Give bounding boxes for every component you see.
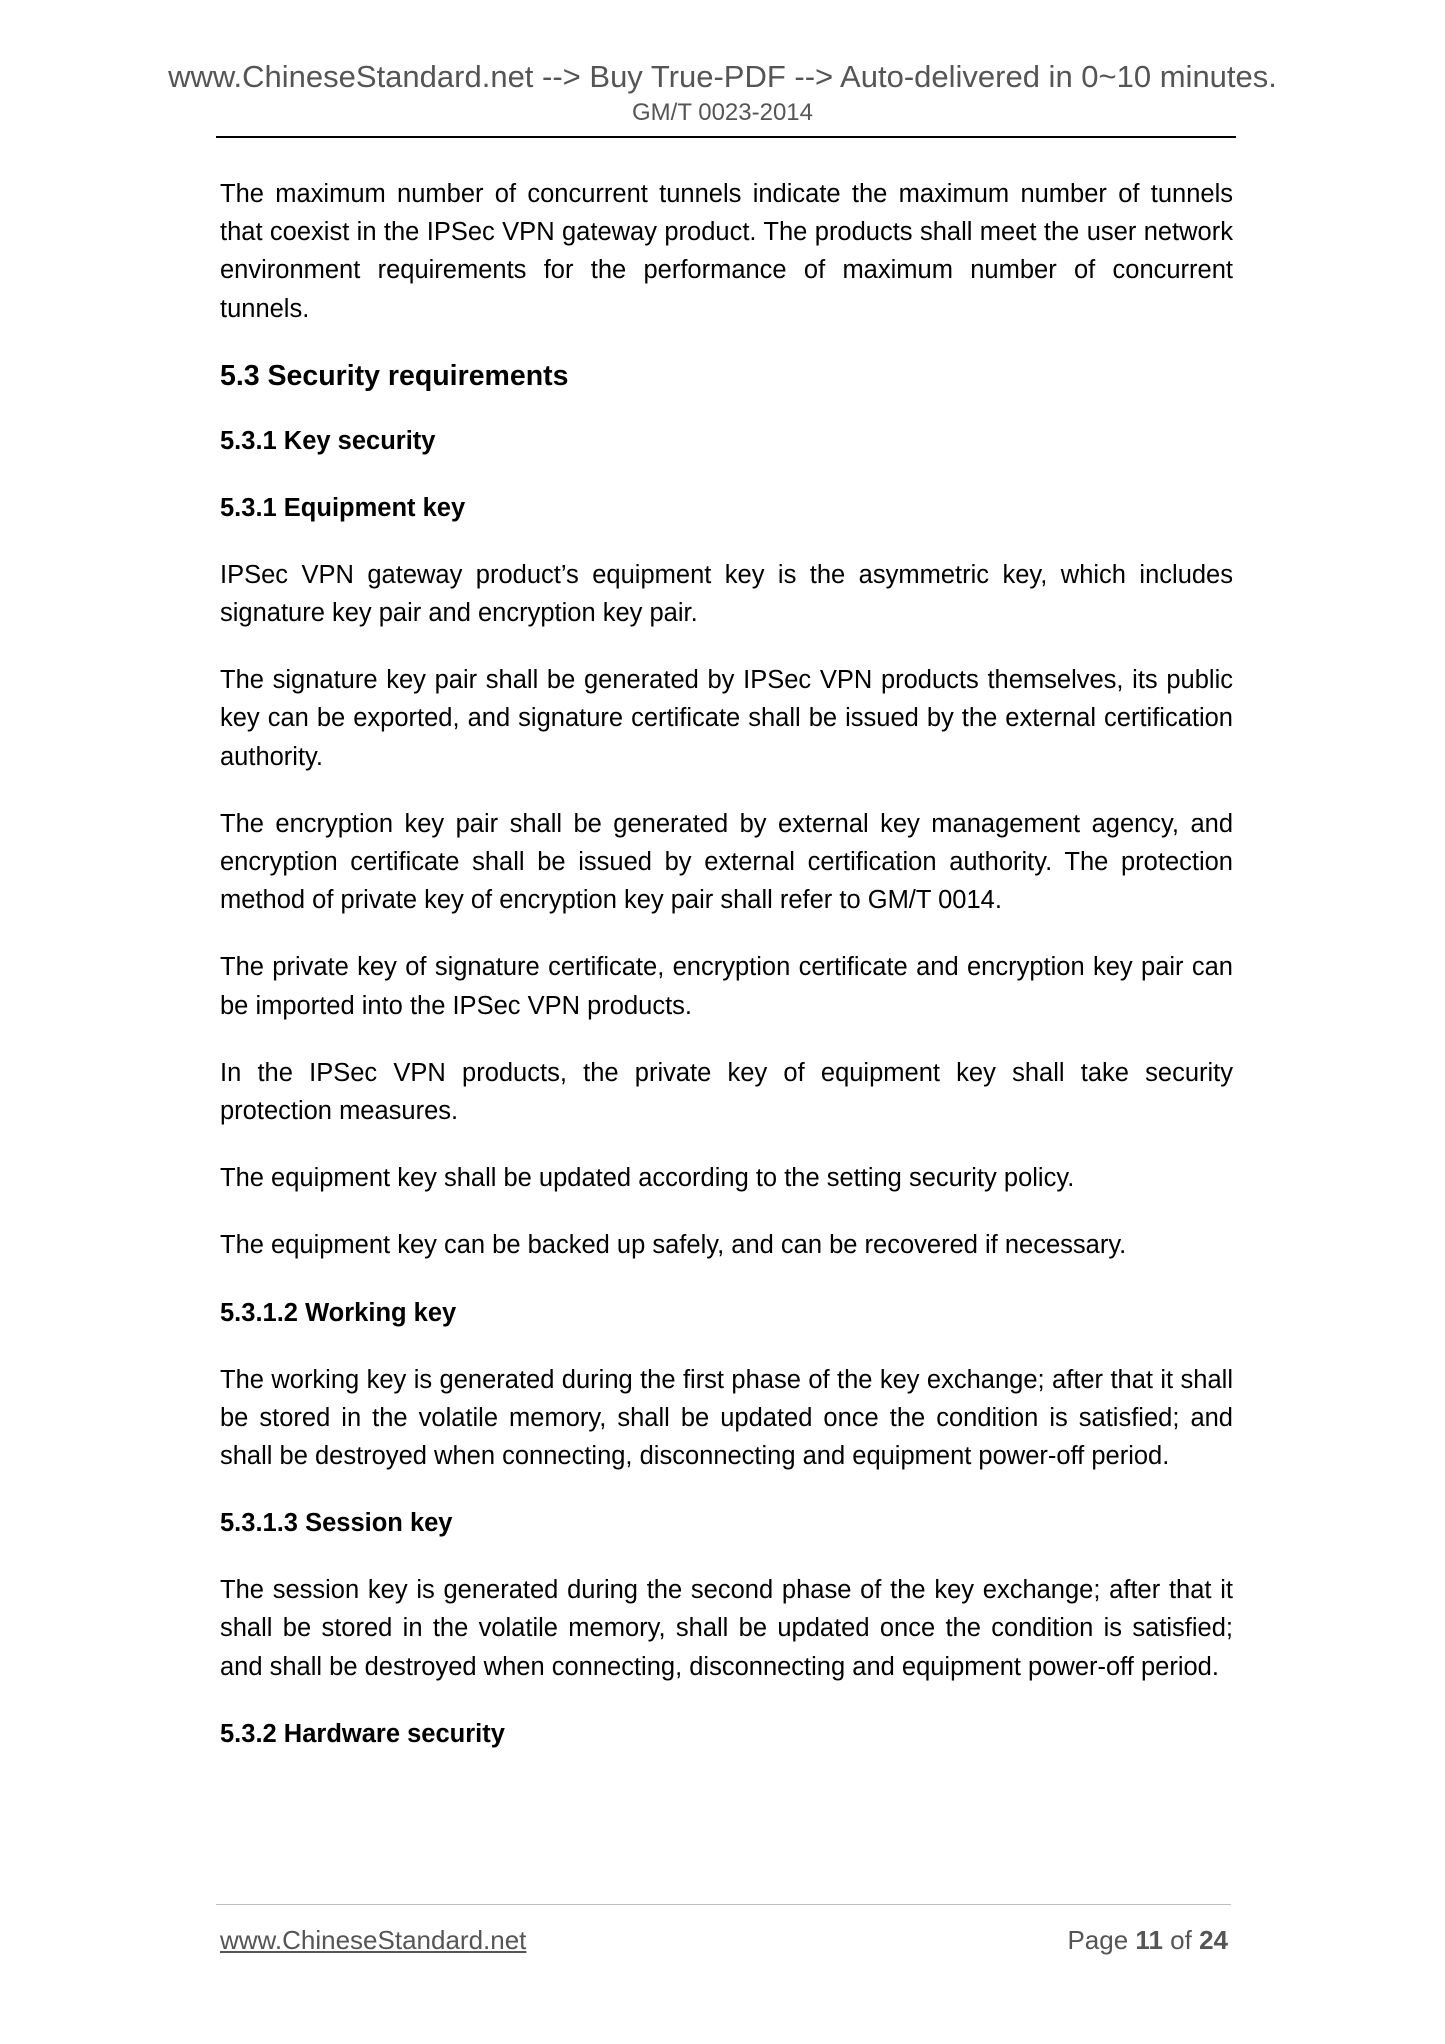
intro-paragraph: The maximum number of concurrent tunnels indicate the maximum number of tunnels that coexist in the IPSec VPN gateway product. The products shall meet the user network environment requirements for the performance of maximum number of concurrent tunnels.	[220, 180, 1233, 323]
encryption-key-paragraph: The encryption key pair shall be generated by external key management agency, and encryption certificate shall be issued by external certification authority. The protection method of private key of encryption key pair shall refer to GM/T 0014.	[220, 809, 1233, 915]
page-word: Page	[1067, 1925, 1129, 1955]
page-number	[1067, 1922, 1228, 1958]
working-key-paragraph: The working key is generated during the first phase of the key exchange; after that it shall be stored in the volatile memory, shall be updated once the condition is satisfied; and shall be destroyed when connecting, disconnecting and equipment power-off period.	[220, 1365, 1233, 1471]
page-footer	[220, 1922, 1228, 1958]
section-heading-key-security: 5.3.1 Key security	[220, 426, 436, 455]
key-backup-paragraph: The equipment key can be backed up safely, and can be recovered if necessary.	[220, 1231, 1127, 1260]
private-key-protection-paragraph: In the IPSec VPN products, the private key of equipment key shall take security protection measures.	[220, 1058, 1233, 1126]
current-page-number: 11	[1135, 1925, 1163, 1955]
page-of-word: of	[1170, 1925, 1192, 1955]
page-header	[0, 58, 1445, 128]
section-heading-working-key: 5.3.1.2 Working key	[220, 1298, 457, 1327]
footer-divider	[216, 1904, 1231, 1905]
section-heading-equipment-key: 5.3.1 Equipment key	[220, 493, 466, 522]
total-page-count: 24	[1199, 1925, 1228, 1955]
key-update-paragraph: The equipment key shall be updated according to the setting security policy.	[220, 1164, 1075, 1193]
signature-key-paragraph: The signature key pair shall be generated by IPSec VPN products themselves, its public key can be exported, and signature certificate shall be issued by the external certification authority.	[220, 666, 1233, 771]
session-key-paragraph: The session key is generated during the second phase of the key exchange; after that it shall be stored in the volatile memory, shall be updated once the condition is satisfied; and shall be destroyed when connecting, disconnecting and equipment power-off period.	[220, 1576, 1233, 1681]
section-heading-session-key: 5.3.1.3 Session key	[220, 1509, 453, 1538]
section-heading-hardware-security: 5.3.2 Hardware security	[220, 1719, 505, 1748]
footer-site-link[interactable]: www.ChineseStandard.net	[220, 1925, 527, 1955]
section-heading-security-requirements: 5.3 Security requirements	[220, 359, 569, 392]
site-banner: www.ChineseStandard.net --> Buy True-PDF --> Auto-delivered in 0~10 minutes.	[168, 59, 1277, 94]
private-key-import-paragraph: The private key of signature certificate, encryption certificate and encryption key pair can be imported into the IPSec VPN products.	[220, 953, 1233, 1020]
document-body	[220, 175, 1233, 1782]
header-divider	[216, 136, 1236, 138]
document-code: GM/T 0023-2014	[632, 99, 813, 126]
equipment-key-paragraph: IPSec VPN gateway product’s equipment key is the asymmetric key, which includes signature key pair and encryption key pair.	[220, 560, 1233, 628]
